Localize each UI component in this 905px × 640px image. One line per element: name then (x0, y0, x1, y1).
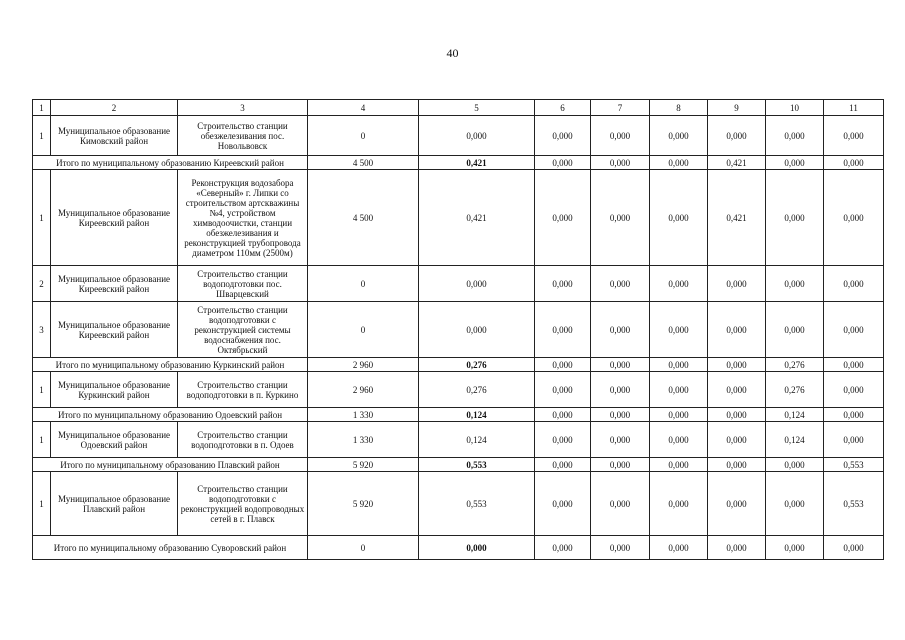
value-cell: 0,000 (535, 302, 591, 358)
value-cell: 0,000 (535, 170, 591, 266)
value-cell: 0,000 (419, 302, 535, 358)
value-cell: 0,000 (766, 116, 824, 156)
table-row (33, 116, 884, 156)
value-cell: 0,421 (708, 170, 766, 266)
value-cell: 0,000 (824, 302, 884, 358)
value-cell: 2 960 (308, 372, 419, 408)
value-cell: 1 330 (308, 408, 419, 422)
district-cell: Муниципальное образование Киреевский район (51, 170, 178, 266)
value-cell: 0,000 (591, 372, 650, 408)
value-cell: 0 (308, 302, 419, 358)
value-cell: 0,000 (708, 266, 766, 302)
page-number: 40 (446, 46, 459, 60)
value-cell: 0,276 (419, 358, 535, 372)
value-cell: 0,553 (824, 472, 884, 536)
value-cell: 0,000 (824, 156, 884, 170)
value-cell: 0,276 (766, 358, 824, 372)
value-cell: 0,000 (708, 458, 766, 472)
project-cell: Строительство станции обезжелезивания пос. Новольвовск (178, 116, 308, 156)
total-row (33, 458, 884, 472)
value-cell: 0,421 (419, 156, 535, 170)
row-number: 1 (33, 422, 51, 458)
value-cell: 0,000 (591, 408, 650, 422)
column-number: 8 (650, 100, 708, 116)
table-row (33, 422, 884, 458)
project-cell: Строительство станции водоподготовки с реконструкцией системы водоснабжения пос. Октябрьский (178, 302, 308, 358)
column-number: 11 (824, 100, 884, 116)
row-number: 3 (33, 302, 51, 358)
value-cell: 0,124 (766, 408, 824, 422)
value-cell: 0,000 (824, 408, 884, 422)
row-number: 1 (33, 116, 51, 156)
value-cell: 0,553 (419, 472, 535, 536)
total-label: Итого по муниципальному образованию Плавский район (33, 458, 308, 472)
value-cell: 0,000 (766, 156, 824, 170)
financing-table (32, 99, 884, 560)
value-cell: 0 (308, 266, 419, 302)
total-row (33, 408, 884, 422)
value-cell: 0,000 (419, 266, 535, 302)
value-cell: 2 960 (308, 358, 419, 372)
value-cell: 0,000 (591, 472, 650, 536)
project-cell: Строительство станции водоподготовки с реконструкцией водопроводных сетей в г. Плавск (178, 472, 308, 536)
table-row (33, 302, 884, 358)
value-cell: 0,124 (419, 422, 535, 458)
value-cell: 0,000 (535, 536, 591, 560)
value-cell: 0,000 (824, 266, 884, 302)
value-cell: 0,000 (419, 536, 535, 560)
value-cell: 0,421 (708, 156, 766, 170)
value-cell: 0,000 (766, 170, 824, 266)
value-cell: 0,000 (766, 302, 824, 358)
total-label: Итого по муниципальному образованию Киреевский район (33, 156, 308, 170)
value-cell: 0,000 (824, 358, 884, 372)
column-number: 6 (535, 100, 591, 116)
district-cell: Муниципальное образование Киреевский район (51, 266, 178, 302)
row-number: 1 (33, 472, 51, 536)
row-number: 2 (33, 266, 51, 302)
value-cell: 0,000 (591, 266, 650, 302)
value-cell: 0,276 (419, 372, 535, 408)
value-cell: 0,000 (535, 358, 591, 372)
value-cell: 0,000 (591, 458, 650, 472)
row-number: 1 (33, 372, 51, 408)
table-row (33, 372, 884, 408)
total-label: Итого по муниципальному образованию Суворовский район (33, 536, 308, 560)
value-cell: 0,000 (535, 372, 591, 408)
district-cell: Муниципальное образование Куркинский район (51, 372, 178, 408)
table-row (33, 472, 884, 536)
total-row (33, 536, 884, 560)
column-number: 3 (178, 100, 308, 116)
value-cell: 0,000 (650, 472, 708, 536)
column-number: 7 (591, 100, 650, 116)
column-number: 2 (51, 100, 178, 116)
value-cell: 0,000 (591, 358, 650, 372)
value-cell: 0,000 (535, 422, 591, 458)
value-cell: 4 500 (308, 170, 419, 266)
value-cell: 0,000 (766, 266, 824, 302)
value-cell: 0,000 (535, 472, 591, 536)
value-cell: 0,000 (708, 472, 766, 536)
district-cell: Муниципальное образование Киреевский район (51, 302, 178, 358)
column-number: 10 (766, 100, 824, 116)
value-cell: 0,000 (535, 266, 591, 302)
value-cell: 0,000 (650, 536, 708, 560)
column-number: 9 (708, 100, 766, 116)
value-cell: 0,000 (650, 266, 708, 302)
value-cell: 0,000 (419, 116, 535, 156)
value-cell: 0,000 (824, 422, 884, 458)
value-cell: 0,000 (766, 472, 824, 536)
column-number-row (33, 100, 884, 116)
value-cell: 0,000 (824, 116, 884, 156)
total-label: Итого по муниципальному образованию Одоевский район (33, 408, 308, 422)
value-cell: 0,000 (591, 422, 650, 458)
value-cell: 0,000 (591, 170, 650, 266)
column-number: 4 (308, 100, 419, 116)
value-cell: 1 330 (308, 422, 419, 458)
column-number: 5 (419, 100, 535, 116)
value-cell: 4 500 (308, 156, 419, 170)
value-cell: 0,000 (708, 536, 766, 560)
value-cell: 0,000 (650, 422, 708, 458)
value-cell: 0,000 (591, 302, 650, 358)
table-row (33, 170, 884, 266)
value-cell: 0,000 (824, 536, 884, 560)
value-cell: 5 920 (308, 458, 419, 472)
table-row (33, 266, 884, 302)
value-cell: 0,000 (708, 302, 766, 358)
value-cell: 0,000 (650, 408, 708, 422)
value-cell: 0,000 (650, 358, 708, 372)
district-cell: Муниципальное образование Кимовский район (51, 116, 178, 156)
value-cell: 0,000 (650, 156, 708, 170)
value-cell: 0,276 (766, 372, 824, 408)
value-cell: 0,124 (766, 422, 824, 458)
district-cell: Муниципальное образование Одоевский район (51, 422, 178, 458)
total-row (33, 156, 884, 170)
value-cell: 0,000 (824, 372, 884, 408)
row-number: 1 (33, 170, 51, 266)
project-cell: Реконструкция водозабора «Северный» г. Липки со строительством артскважины №4, устройством химводоочистки, станции обезжелезивания и реконструкцией трубопровода диаметром 110мм (2500м) (178, 170, 308, 266)
total-label: Итого по муниципальному образованию Куркинский район (33, 358, 308, 372)
value-cell: 5 920 (308, 472, 419, 536)
value-cell: 0,000 (708, 422, 766, 458)
value-cell: 0,000 (824, 170, 884, 266)
value-cell: 0,553 (824, 458, 884, 472)
value-cell: 0,000 (650, 116, 708, 156)
value-cell: 0,000 (650, 302, 708, 358)
value-cell: 0,000 (766, 536, 824, 560)
value-cell: 0,124 (419, 408, 535, 422)
district-cell: Муниципальное образование Плавский район (51, 472, 178, 536)
value-cell: 0,000 (766, 458, 824, 472)
value-cell: 0,000 (591, 116, 650, 156)
value-cell: 0,000 (708, 408, 766, 422)
value-cell: 0,000 (708, 358, 766, 372)
value-cell: 0,000 (591, 156, 650, 170)
value-cell: 0,000 (708, 116, 766, 156)
value-cell: 0 (308, 536, 419, 560)
column-number: 1 (33, 100, 51, 116)
value-cell: 0,000 (591, 536, 650, 560)
value-cell: 0,000 (650, 372, 708, 408)
value-cell: 0,000 (535, 408, 591, 422)
value-cell: 0,553 (419, 458, 535, 472)
project-cell: Строительство станции водоподготовки в п. Одоев (178, 422, 308, 458)
project-cell: Строительство станции водоподготовки в п. Куркино (178, 372, 308, 408)
value-cell: 0,000 (535, 116, 591, 156)
value-cell: 0 (308, 116, 419, 156)
value-cell: 0,000 (650, 458, 708, 472)
project-cell: Строительство станции водоподготовки пос. Шварцевский (178, 266, 308, 302)
value-cell: 0,421 (419, 170, 535, 266)
value-cell: 0,000 (535, 156, 591, 170)
total-row (33, 358, 884, 372)
value-cell: 0,000 (535, 458, 591, 472)
value-cell: 0,000 (650, 170, 708, 266)
value-cell: 0,000 (708, 372, 766, 408)
